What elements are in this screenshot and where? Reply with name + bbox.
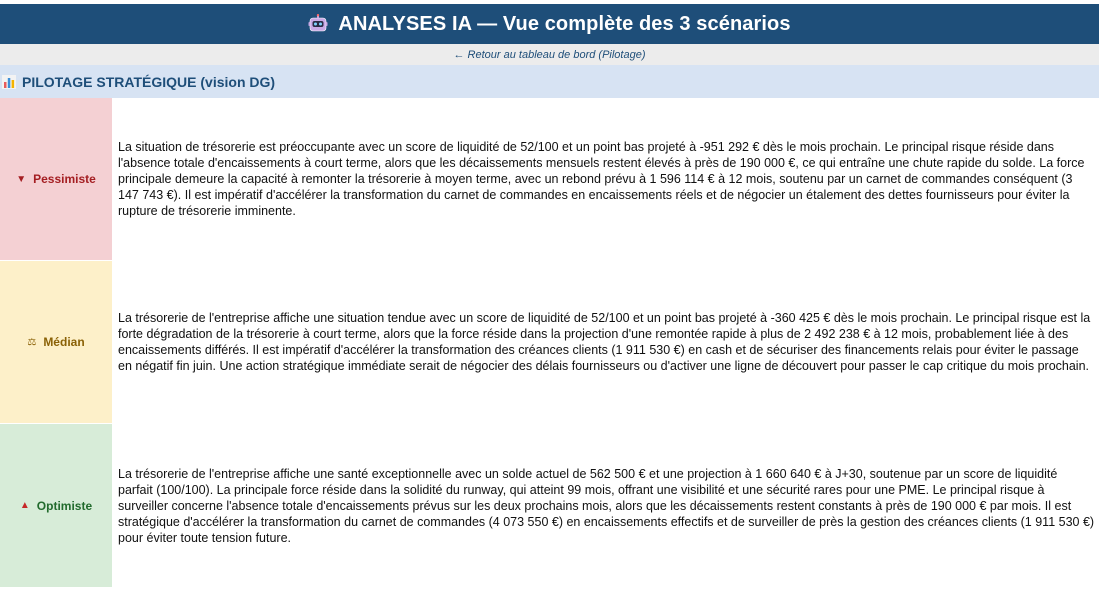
back-to-dashboard-link[interactable]: ← Retour au tableau de bord (Pilotage): [453, 48, 646, 61]
robot-icon: [308, 14, 328, 34]
back-bar: [0, 44, 1099, 65]
section-title: PILOTAGE STRATÉGIQUE (vision DG): [22, 73, 276, 90]
up-triangle-icon: ▲: [19, 500, 30, 511]
page-header: [0, 4, 1099, 44]
section-header: [0, 65, 1099, 98]
scenario-row-optimiste: [0, 424, 1099, 588]
scenario-analysis-text: La trésorerie de l'entreprise affiche une santé exceptionnelle avec un solde actuel de 562 500 € et une projection à 1 660 640 € à J+30, soutenue par un score de liquidité parfait (100/100). La principale force réside dans la solidité du runway, qui atteint 99 mois, offrant une visibilité et une sécurité rares pour une PME. Le principal risque à surveiller concerne l'absence totale d'encaissements prévus sur les deux prochains mois, alors que les décaissements restent constants à près de 190 000 € par mois. Il est stratégique d'accélérer la transformation du carnet de commandes (4 073 550 €) en encaissements effectifs et de surveiller de près la gestion des créances clients (1 911 530 €) pour éviter toute tension future.: [112, 424, 1099, 587]
scenario-label: Pessimiste: [33, 172, 96, 186]
down-triangle-icon: ▼: [16, 173, 27, 185]
scenario-analysis-text: La trésorerie de l'entreprise affiche une situation tendue avec un score de liquidité de 52/100 et un point bas projeté à -360 425 € dès le mois prochain. Le principal risque est la forte dégradation de la trésorerie à court terme, alors que la force réside dans la projection d'une remontée rapide à plus de 2 492 238 € à 12 mois, probablement liée à des encaissements différés. Il est impératif d'accélérer la transformation des créances clients (1 911 530 €) en cash et de sécuriser des financements relais pour éviter le passage en négatif fin juin. Une action stratégique immédiate serait de négocier des délais fournisseurs ou d'activer une ligne de découvert pour passer le cap critique du mois prochain.: [112, 261, 1099, 423]
scenario-row-pessimiste: [0, 98, 1099, 261]
scenario-label-cell: [0, 261, 112, 423]
scenarios-table: [0, 98, 1099, 588]
page-title: ANALYSES IA — Vue complète des 3 scénarios: [338, 12, 791, 35]
scenario-row-median: [0, 261, 1099, 424]
scenario-label: Médian: [43, 335, 85, 349]
bar-chart-icon: [2, 75, 16, 89]
scenario-label-cell: [0, 98, 112, 260]
scenario-label-cell: [0, 424, 112, 587]
scenario-label: Optimiste: [36, 498, 93, 513]
balance-scale-icon: ⚖: [27, 336, 37, 348]
scenario-analysis-text: La situation de trésorerie est préoccupante avec un score de liquidité de 52/100 et un point bas projeté à -951 292 € dès le mois prochain. Le principal risque réside dans l'absence totale d'encaissements à court terme, alors que les décaissements mensuels restent élevés à près de 190 000 €, ce qui entraîne une chute rapide du solde. La force principale demeure la capacité à remonter la trésorerie à moyen terme, avec un rebond prévu à 1 596 114 € à 12 mois, soutenu par un carnet de commandes conséquent (3 147 743 €). Il est impératif d'accélérer la transformation du carnet de commandes en encaissements réels et de négocier un étalement des dettes fournisseurs pour éviter la rupture de trésorerie imminente.: [112, 98, 1099, 260]
